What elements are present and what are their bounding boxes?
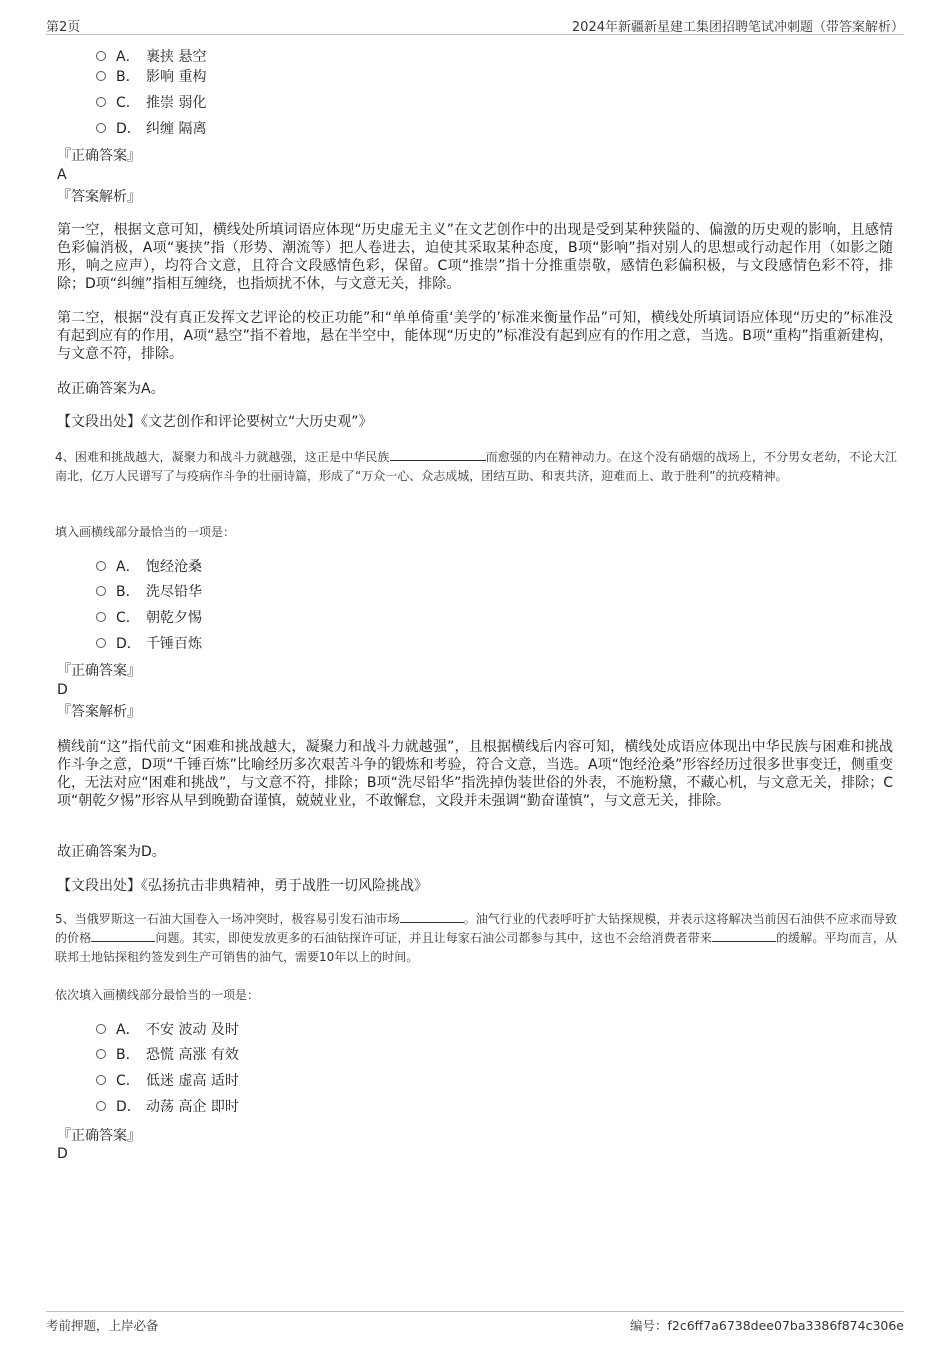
q5-option-d[interactable]: D． 动荡 高企 即时 (96, 1097, 239, 1117)
footer-slogan: 考前押题，上岸必备 (46, 1318, 159, 1333)
answer-value: D (57, 682, 68, 698)
q3-option-b[interactable]: B． 影响 重构 (96, 67, 206, 87)
q3-option-c[interactable]: C． 推崇 弱化 (96, 93, 206, 113)
radio-icon[interactable] (96, 561, 106, 571)
question-4-text: 4、困难和挑战越大，凝聚力和战斗力就越强，这正是中华民族 而愈强的内在精神动力。在这个没有硝烟的战场上，不分男女老幼，不论大江南北，亿万人民谱写了与疫病作斗争的壮丽诗篇，形成了“万众一心、众志成城，团结互助、和衷共济，迎难而上、敢于胜利”的抗疫精神。 (55, 450, 897, 483)
radio-icon[interactable] (96, 97, 106, 107)
fill-blank (91, 929, 155, 942)
answer-label: 『正确答案』 (57, 148, 141, 164)
radio-icon[interactable] (96, 638, 106, 648)
question-4-prompt: 填入画横线部分最恰当的一项是： (55, 525, 236, 539)
radio-icon[interactable] (96, 51, 106, 61)
page-number: 第2页 (46, 20, 81, 35)
radio-icon[interactable] (96, 1101, 106, 1111)
fill-blank (400, 910, 464, 923)
q4-option-d[interactable]: D． 千锤百炼 (96, 634, 202, 654)
q3-option-d[interactable]: D． 纠缠 隔离 (96, 119, 206, 139)
radio-icon[interactable] (96, 1049, 106, 1059)
q5-option-c[interactable]: C． 低迷 虚高 适时 (96, 1071, 239, 1091)
source-citation: 【文段出处】《弘扬抗击非典精神，勇于战胜一切风险挑战》 (57, 878, 428, 894)
q5-option-b[interactable]: B． 恐慌 高涨 有效 (96, 1045, 239, 1065)
radio-icon[interactable] (96, 586, 106, 596)
answer-label: 『正确答案』 (57, 1128, 141, 1144)
conclusion-text: 故正确答案为D。 (57, 844, 166, 860)
answer-value: A (57, 167, 67, 183)
q4-option-b[interactable]: B． 洗尽铅华 (96, 582, 202, 602)
analysis-label: 『答案解析』 (57, 189, 141, 205)
document-title: 2024年新疆新星建工集团招聘笔试冲刺题（带答案解析） (571, 20, 904, 35)
page-header (46, 14, 904, 35)
q3-option-a[interactable]: A． 裹挟 悬空 (96, 47, 206, 67)
analysis-paragraph: 横线前“这”指代前文“困难和挑战越大，凝聚力和战斗力就越强”，且根据横线后内容可知，横线处成语应体现出中华民族与困难和挑战作斗争之意，D项“千锤百炼”比喻经历多次艰苦斗争的锻炼和考验，符合文意，当选。A项“饱经沧桑”形容经历过很多世事变迁，侧重变化，无法对应“困难和挑战”，与文意不符，排除；B项“洗尽铅华”指洗掉伪装世俗的外表，不施粉黛，不藏心机，与文意无关，排除；C项“朝乾夕惕”形容从早到晚勤奋谨慎，兢兢业业，不敢懈怠，文段并未强调“勤奋谨慎”，与文意无关，排除。 (57, 739, 893, 809)
conclusion-text: 故正确答案为A。 (57, 381, 165, 397)
page-footer (46, 1311, 904, 1336)
q4-option-a[interactable]: A． 饱经沧桑 (96, 557, 202, 577)
analysis-label: 『答案解析』 (57, 704, 141, 720)
fill-blank (390, 448, 486, 461)
answer-value: D (57, 1146, 68, 1162)
radio-icon[interactable] (96, 71, 106, 81)
radio-icon[interactable] (96, 1075, 106, 1085)
fill-blank (712, 929, 776, 942)
answer-label: 『正确答案』 (57, 663, 141, 679)
radio-icon[interactable] (96, 612, 106, 622)
q5-option-a[interactable]: A． 不安 波动 及时 (96, 1020, 239, 1040)
q4-option-c[interactable]: C． 朝乾夕惕 (96, 608, 202, 628)
radio-icon[interactable] (96, 1024, 106, 1034)
analysis-paragraph: 第二空，根据“没有真正发挥文艺评论的校正功能”和“单单倚重‘美学的’标准来衡量作品”可知，横线处所填词语应体现“历史的”标准没有起到应有的作用，A项“悬空”指不着地，悬在半空中，能体现“历史的”标准没有起到应有的作用之意，当选。B项“重构”指重新建构，与文意不符，排除。 (57, 310, 893, 362)
source-citation: 【文段出处】《文艺创作和评论要树立“大历史观”》 (57, 414, 373, 430)
question-5-text: 5、当俄罗斯这一石油大国卷入一场冲突时，极容易引发石油市场 。油气行业的代表呼吁扩大钻探规模，并表示这将解决当前因石油供不应求而导致的价格 问题。其实，即使发放更多的石油钻探许可证，并且让每家石油公司都参与其中，这也不会给消费者带来 的缓解。平均而言，从联邦土地钻探租约签发到生产可销售的油气，需要10年以上的时间。 (55, 912, 897, 964)
analysis-paragraph: 第一空，根据文意可知，横线处所填词语应体现“历史虚无主义”在文艺创作中的出现是受到某种狭隘的、偏激的历史观的影响，且感情色彩偏消极，A项“裹挟”指（形势、潮流等）把人卷进去，迫使其采取某种态度，B项“影响”指对别人的思想或行动起作用（如影之随形，响之应声），均符合文意，且符合文段感情色彩，保留。C项“推崇”指十分推重崇敬，感情色彩偏积极，与文段感情色彩不符，排除；D项“纠缠”指相互缠绕，也指烦扰不休，与文意无关，排除。 (57, 222, 893, 292)
radio-icon[interactable] (96, 123, 106, 133)
document-id: 编号：f2c6ff7a6738dee07ba3386f874c306e (629, 1318, 904, 1333)
question-5-prompt: 依次填入画横线部分最恰当的一项是： (55, 988, 260, 1002)
